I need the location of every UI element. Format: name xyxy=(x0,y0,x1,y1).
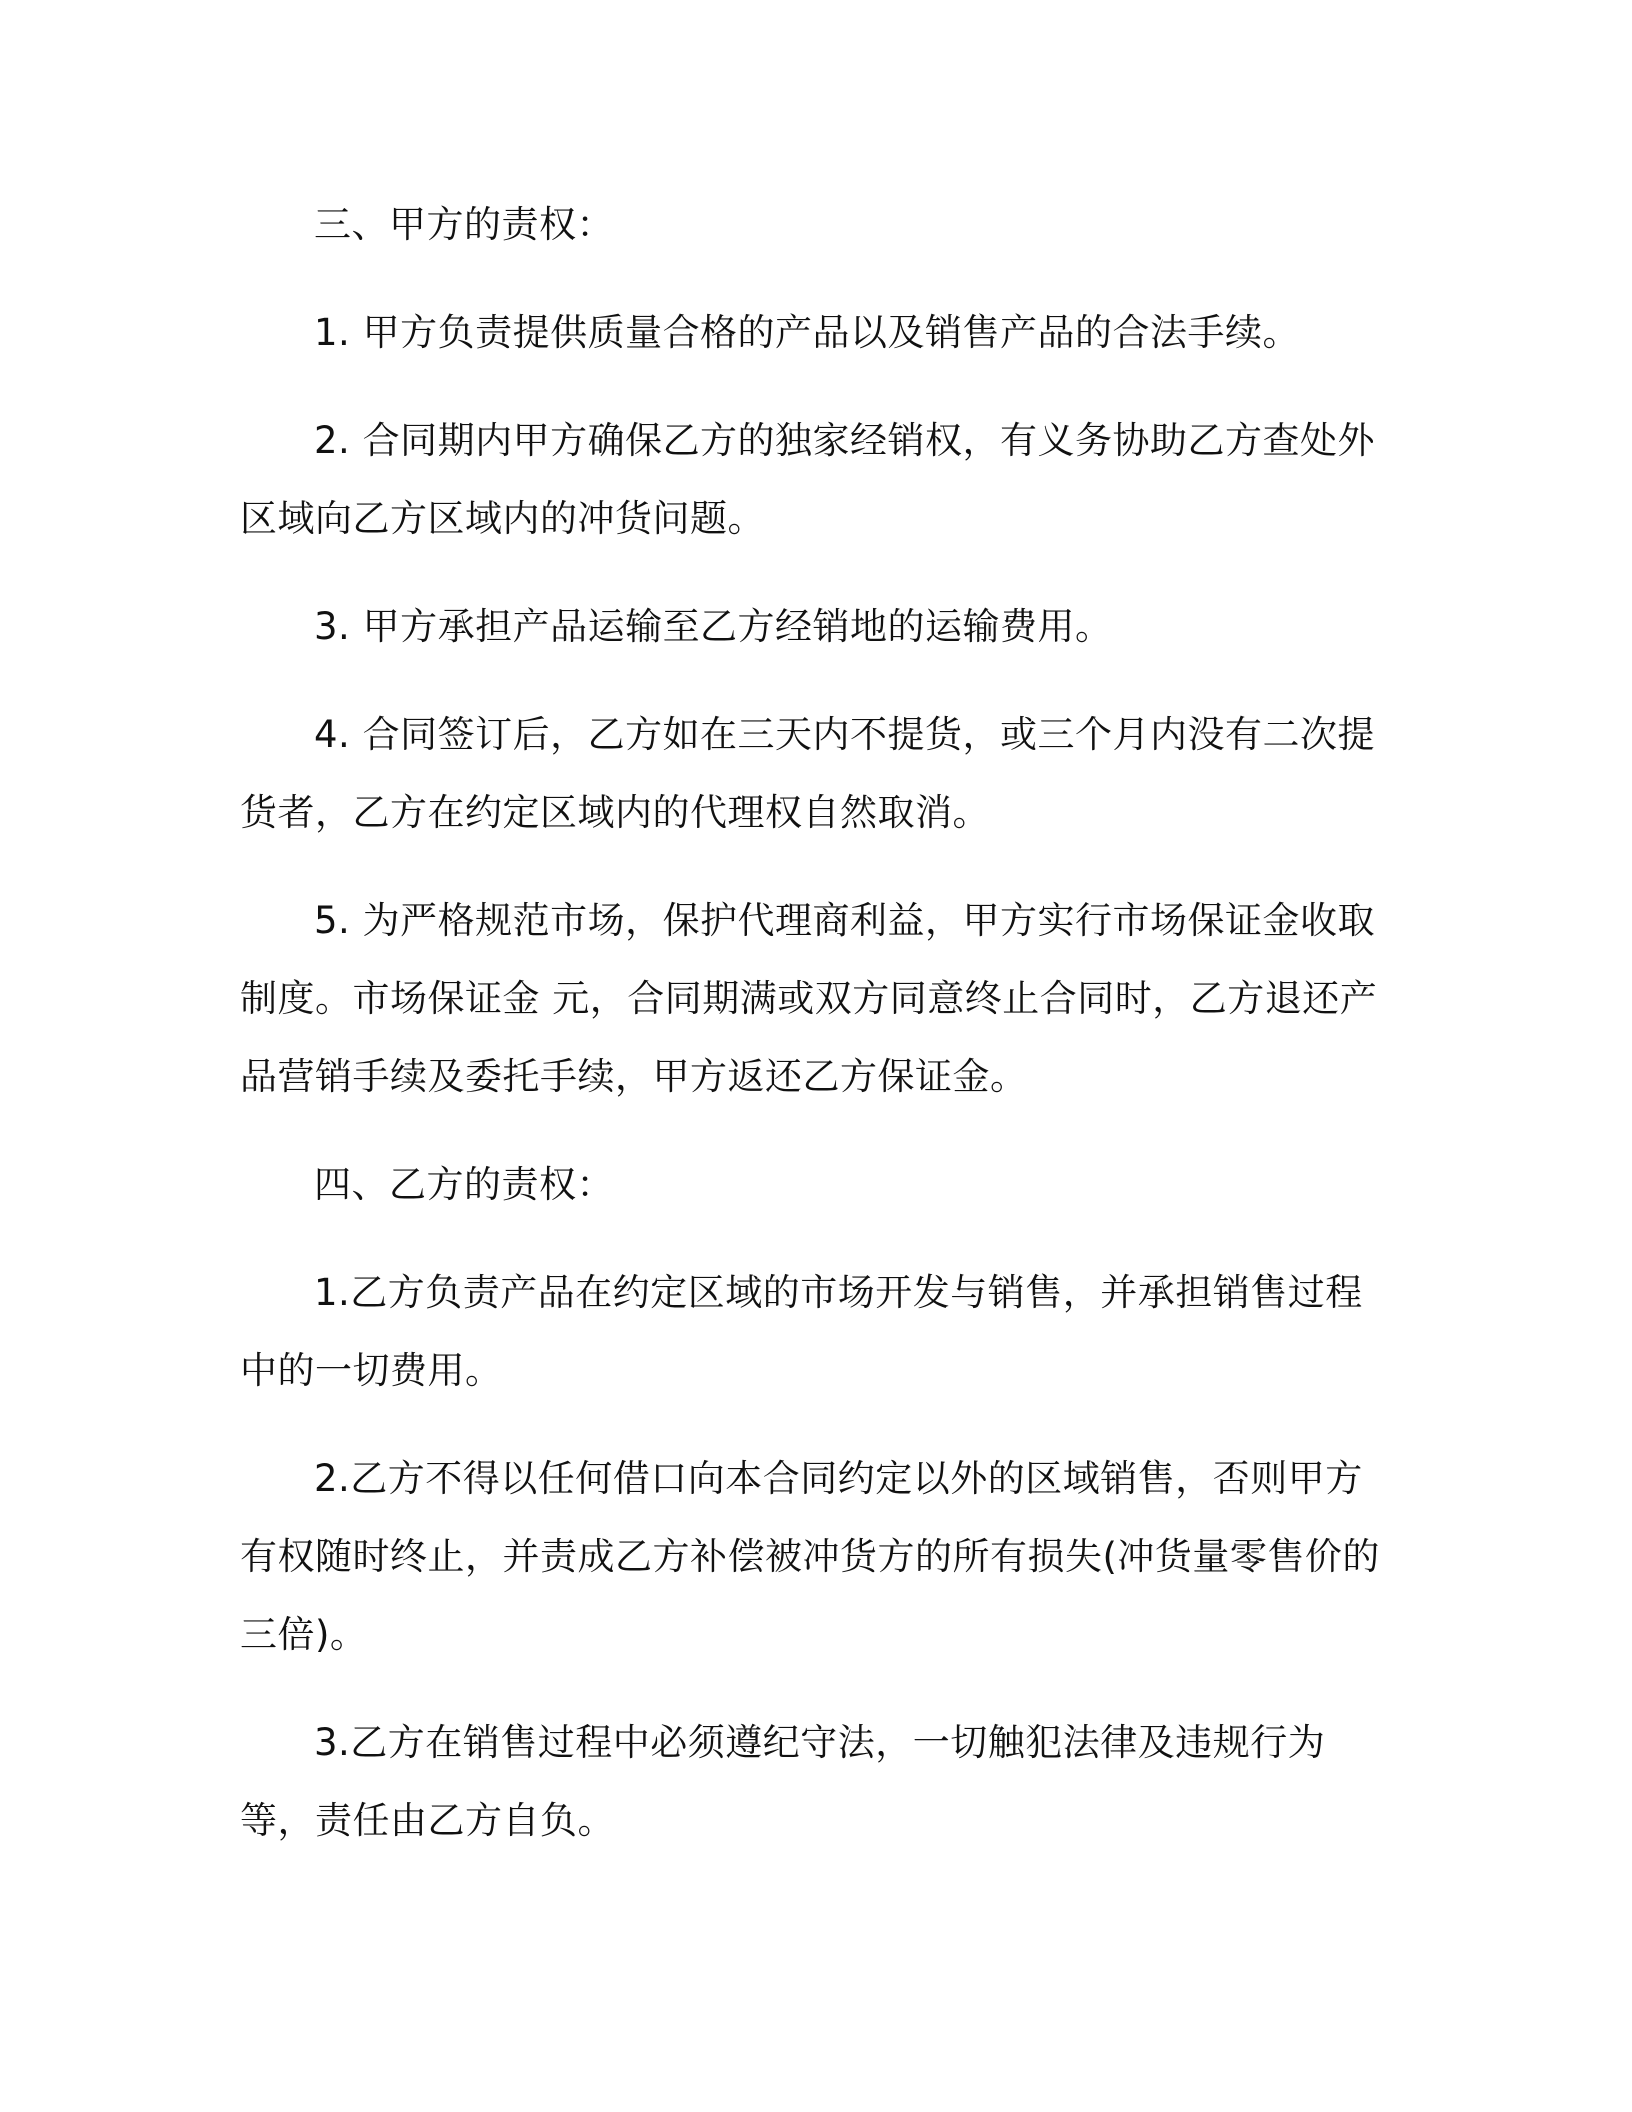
document-body xyxy=(240,186,1390,1860)
clause-paragraph: 3.乙方在销售过程中必须遵纪守法，一切触犯法律及违规行为等，责任由乙方自负。 xyxy=(240,1721,1326,1842)
clause-paragraph: 4. 合同签订后，乙方如在三天内不提货，或三个月内没有二次提货者，乙方在约定区域内的代理权自然取消。 xyxy=(240,713,1376,834)
clause-paragraph: 3. 甲方承担产品运输至乙方经销地的运输费用。 xyxy=(314,605,1113,648)
section-heading-party-a-rights: 三、甲方的责权： xyxy=(314,203,614,246)
clause-paragraph: 1. 甲方负责提供质量合格的产品以及销售产品的合法手续。 xyxy=(314,311,1301,354)
clause-paragraph: 1.乙方负责产品在约定区域的市场开发与销售，并承担销售过程中的一切费用。 xyxy=(240,1271,1363,1392)
clause-paragraph: 2. 合同期内甲方确保乙方的独家经销权，有义务协助乙方查处外区域向乙方区域内的冲货问题。 xyxy=(240,419,1376,540)
clause-paragraph: 2.乙方不得以任何借口向本合同约定以外的区域销售，否则甲方有权随时终止，并责成乙方补偿被冲货方的所有损失(冲货量零售价的三倍)。 xyxy=(240,1457,1380,1656)
clause-paragraph: 5. 为严格规范市场，保护代理商利益，甲方实行市场保证金收取制度。市场保证金 元，合同期满或双方同意终止合同时，乙方退还产品营销手续及委托手续，甲方返还乙方保证金。 xyxy=(240,899,1378,1098)
section-heading-party-b-rights: 四、乙方的责权： xyxy=(314,1163,614,1206)
